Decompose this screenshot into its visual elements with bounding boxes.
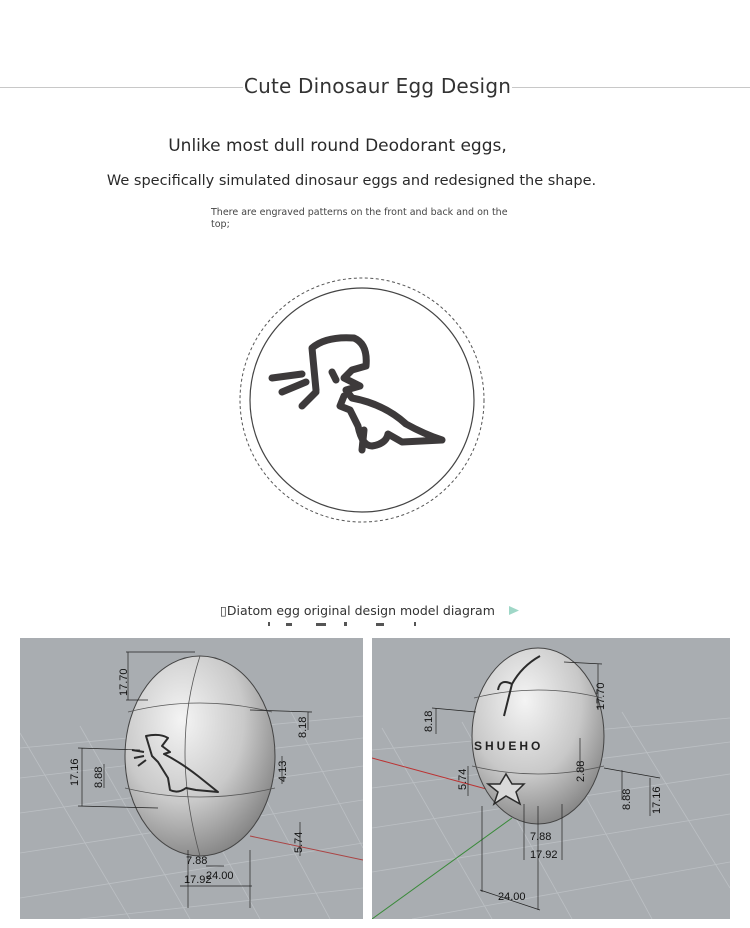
intro-headline: Unlike most dull round Deodorant eggs, [168,136,507,156]
svg-text:7.88: 7.88 [530,831,552,843]
clipped-text-line [246,620,464,626]
svg-text:5.74: 5.74 [457,768,469,790]
svg-text:8.18: 8.18 [423,710,435,732]
intro-subheadline: We specifically simulated dinosaur eggs and redesigned the shape. [106,173,597,189]
svg-text:5.74: 5.74 [293,831,305,853]
diagram-caption: ▯Diatom egg original design model diagram [220,603,495,618]
section-title-row [0,74,750,102]
x-axis-line [372,758,490,790]
svg-text:4.13: 4.13 [277,760,289,782]
divider-left [0,87,243,88]
svg-text:17.70: 17.70 [595,682,607,710]
engraving-note: There are engraved patterns on the front and back and on the top; [211,207,508,230]
model-view-front [20,638,363,919]
divider-right [512,87,750,88]
egg-body [472,648,604,824]
page-title: Cute Dinosaur Egg Design [243,74,512,98]
svg-text:17.16: 17.16 [69,758,81,786]
svg-text:8.88: 8.88 [621,788,633,810]
play-icon [508,605,520,616]
egg-body [125,656,275,856]
svg-text:17.16: 17.16 [651,786,663,814]
engraved-text: SHUEHO [474,739,544,753]
svg-text:17.92: 17.92 [184,874,212,886]
svg-text:17.70: 17.70 [118,668,130,696]
svg-text:8.88: 8.88 [93,766,105,788]
engraving-badge [236,274,488,526]
svg-text:7.88: 7.88 [186,855,208,867]
x-axis-line [250,836,363,860]
dinosaur-icon [272,338,442,450]
svg-text:24.00: 24.00 [206,870,234,882]
svg-text:24.00: 24.00 [498,891,526,903]
model-view-back [372,638,730,919]
svg-text:8.18: 8.18 [297,716,309,738]
svg-text:17.92: 17.92 [530,849,558,861]
svg-text:2.88: 2.88 [575,760,587,782]
